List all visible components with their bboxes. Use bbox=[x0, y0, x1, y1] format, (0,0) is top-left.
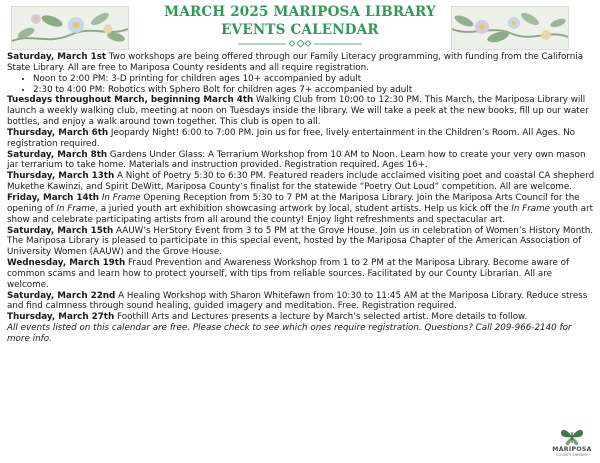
event-text-part: In Frame bbox=[101, 192, 141, 203]
library-logo bbox=[548, 428, 596, 460]
event-text: A Night of Poetry 5:30 to 6:30 PM. Featured readers include acclaimed visiting poet and coastal CA shepherd Mukethe Kawinzi, and Spirit DeWitt, Mariposa County’s finalist for the statewide “Poetry Out Loud” competition. All are welcome. bbox=[7, 171, 595, 193]
event-item bbox=[7, 171, 595, 193]
event-date: Thursday, March 27th bbox=[7, 312, 115, 323]
event-item bbox=[7, 150, 595, 172]
floral-illustration-right bbox=[451, 6, 569, 50]
event-text: Foothill Arts and Lectures presents a lecture by March’s selected artist. More details to follow. bbox=[114, 312, 528, 323]
bullet-item: • Noon to 2:00 PM: 3-D printing for children ages 10+ accompanied by adult bbox=[33, 74, 595, 85]
event-date: Tuesdays throughout March, beginning March 4th bbox=[7, 95, 254, 106]
event-text: A Healing Workshop with Sharon Whitefawn from 10:30 to 11:45 AM at the Mariposa Library. Reduce stress and find calmness through sound healing, guided imagery and meditation. Free. Registration required. bbox=[7, 290, 588, 312]
event-text-part: In Frame bbox=[56, 203, 96, 214]
page-title-line1: MARCH 2025 MARIPOSA LIBRARY bbox=[164, 4, 436, 20]
event-date: Saturday, March 8th bbox=[7, 149, 108, 160]
bullet-item: • 2:30 to 4:00 PM: Robotics with Sphero Bolt for children ages 7+ accompanied by adult bbox=[33, 85, 595, 96]
event-text-part: In Frame bbox=[511, 203, 551, 214]
event-date: Saturday, March 15th bbox=[7, 225, 114, 236]
event-text: Two workshops are being offered through our Family Literacy programming, with funding from the California State Library. All are free to Mariposa County residents and all require registration. bbox=[7, 52, 584, 73]
event-text: Fraud Prevention and Awareness Workshop from 1 to 2 PM at the Mariposa Library. Become aware of common scams and learn how to protect yourself, with tips from reliable sources. Facilitated by our County Librarian. All are welcome. bbox=[7, 258, 570, 290]
event-item bbox=[7, 193, 595, 226]
event-item bbox=[7, 291, 595, 313]
logo-name: MARIPOSA bbox=[552, 446, 592, 453]
header bbox=[0, 0, 600, 53]
event-date: Thursday, March 6th bbox=[7, 127, 109, 138]
event-date: Wednesday, March 19th bbox=[7, 258, 126, 269]
event-item bbox=[7, 52, 595, 74]
butterfly-icon bbox=[559, 428, 585, 446]
event-text-part: youth art show and celebrate participating artists from all around the county! Enjoy light refreshments and spectacular art. bbox=[7, 203, 594, 225]
events-list bbox=[7, 52, 595, 345]
event-text: Jeopardy Night! 6:00 to 7:00 PM. Join us for free, lively entertainment in the Children’s Room. All Ages. No registration required. bbox=[7, 127, 575, 149]
event-item bbox=[7, 95, 595, 128]
page-title-line2: EVENTS CALENDAR bbox=[221, 22, 379, 38]
event-text: Gardens Under Glass: A Terrarium Workshop from 10 AM to Noon. Learn how to create your very own mason jar terrarium to take home. Materials and instruction provided. Registration required. Ages 16+. bbox=[7, 149, 586, 171]
event-text: Walking Club from 10:00 to 12:30 PM. This March, the Mariposa Library will launch a weekly walking club, meeting at noon on Tuesdays inside the library. We will take a peek at the new books, fill up our water bottles, and enjoy a walk around town together. This club is open to all. bbox=[7, 95, 589, 128]
event-item bbox=[7, 226, 595, 259]
event-item bbox=[7, 128, 595, 150]
event-bullets bbox=[7, 74, 595, 96]
event-text-part: , a juried youth art exhibition showcasing artwork by local, student artists. Help us kick off the bbox=[95, 203, 512, 214]
footer-note: All events listed on this calendar are free. Please check to see which ones require registration. Questions? Call 209-966-2140 for more info. bbox=[7, 323, 572, 344]
event-item bbox=[7, 258, 595, 291]
event-date: Thursday, March 13th bbox=[7, 171, 115, 182]
event-text: AAUW’s HerStory Event from 3 to 5 PM at the Grove House. Join us in celebration of Women’s History Month. The Mariposa Library is pleased to participate in this special event, hosted by the Mariposa Chapter of the American Association of University Women (AAUW) and the Grove House. bbox=[7, 225, 594, 258]
event-text-part: Opening Reception from 5:30 to 7 PM at the Mariposa Library. Join the Mariposa Arts Council for the opening of bbox=[7, 192, 580, 214]
event-date: Friday, March 14th bbox=[7, 192, 100, 203]
ornamental-divider bbox=[238, 39, 362, 49]
event-item bbox=[7, 312, 595, 323]
event-date: Saturday, March 22nd bbox=[7, 290, 116, 301]
event-date: Saturday, March 1st bbox=[7, 52, 107, 62]
logo-subtitle: COUNTY LIBRARY bbox=[555, 453, 589, 457]
